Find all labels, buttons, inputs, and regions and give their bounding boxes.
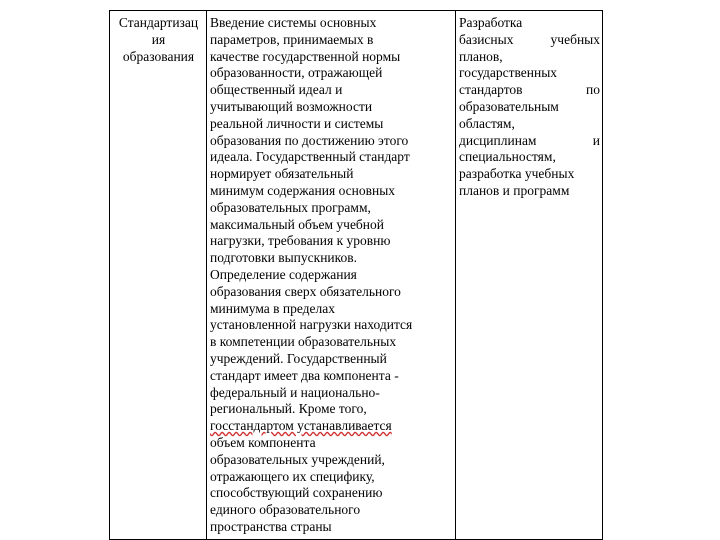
activity-line-right: и — [592, 132, 600, 148]
activity-line-left: специальностям, — [459, 149, 556, 165]
table-cell-term — [110, 11, 207, 539]
activity-line-left: дисциплинам — [459, 132, 537, 148]
description-line: единого образовательного — [210, 502, 361, 518]
description-line: отражающего их специфику, — [210, 468, 375, 484]
activity-line-left: базисных — [459, 31, 514, 47]
description-line: реальной личности и системы — [210, 115, 384, 131]
description-line: способствующий сохранению — [210, 485, 383, 501]
description-line: параметров, принимаемых в — [210, 31, 374, 47]
document-table — [109, 10, 603, 540]
description-line: минимум содержания основных — [210, 182, 396, 198]
description-line: качестве государственной нормы — [210, 48, 401, 64]
activity-line — [459, 149, 600, 166]
activity-line — [459, 99, 600, 116]
description-line: Введение системы основных — [210, 15, 377, 30]
table-cell-description — [207, 11, 456, 539]
description-line: региональный. Кроме того, — [210, 401, 367, 417]
description-line: образования по достижению этого — [210, 132, 409, 148]
description-line: учитывающий возможности — [210, 98, 373, 114]
activity-line-right: учебных — [550, 31, 600, 47]
description-line: подготовки выпускников. — [210, 250, 358, 266]
description-line: образовательных учреждений, — [210, 451, 385, 467]
activity-line — [459, 32, 600, 49]
description-line: общественный идеал и — [210, 82, 343, 98]
description-line: нагрузки, требования к уровню — [210, 233, 391, 249]
activity-line — [459, 49, 600, 66]
term-line: ия — [151, 31, 166, 47]
activity-line — [459, 183, 600, 200]
description-line: пространства страны — [210, 518, 332, 534]
activity-line — [459, 15, 600, 32]
activity-line-right: по — [586, 82, 600, 98]
description-line: нормирует обязательный — [210, 166, 354, 182]
description-line: стандарт имеет два компонента - — [210, 367, 399, 383]
activity-line — [459, 82, 600, 99]
description-line: учреждений. Государственный — [210, 350, 387, 366]
activity-line — [459, 116, 600, 133]
activity-line-left: образовательным — [459, 98, 559, 114]
activity-line — [459, 166, 600, 183]
description-line: идеала. Государственный стандарт — [210, 149, 410, 165]
description-line: федеральный и национально- — [210, 384, 380, 400]
description-line: Определение содержания — [210, 266, 357, 282]
description-line: минимума в пределах — [210, 300, 336, 316]
activity-line-left: планов и программ — [459, 182, 570, 198]
activity-line-left: стандартов — [459, 82, 523, 98]
activity-line-left: разработка учебных — [459, 166, 575, 182]
description-line: образованности, отражающей — [210, 65, 383, 81]
description-line: максимальный объем учебной — [210, 216, 385, 232]
description-line: образования сверх обязательного — [210, 283, 401, 299]
description-line: в компетенции образовательных — [210, 334, 397, 350]
activity-line-left: областям, — [459, 115, 515, 131]
description-line: объем компонента — [210, 434, 316, 450]
activity-line — [459, 65, 600, 82]
term-line: образования — [122, 48, 195, 64]
activity-line-left: планов, — [459, 48, 503, 64]
activity-line-left: государственных — [459, 65, 558, 81]
description-line: образовательных программ, — [210, 199, 371, 215]
activity-line-left: Разработка — [459, 15, 523, 30]
table-cell-activities — [456, 11, 602, 539]
description-line-spellcheck: госстандартом устанавливается — [210, 418, 392, 434]
description-line: установленной нагрузки находится — [210, 317, 413, 333]
term-line: Стандартизац — [118, 15, 199, 30]
activity-line — [459, 133, 600, 150]
